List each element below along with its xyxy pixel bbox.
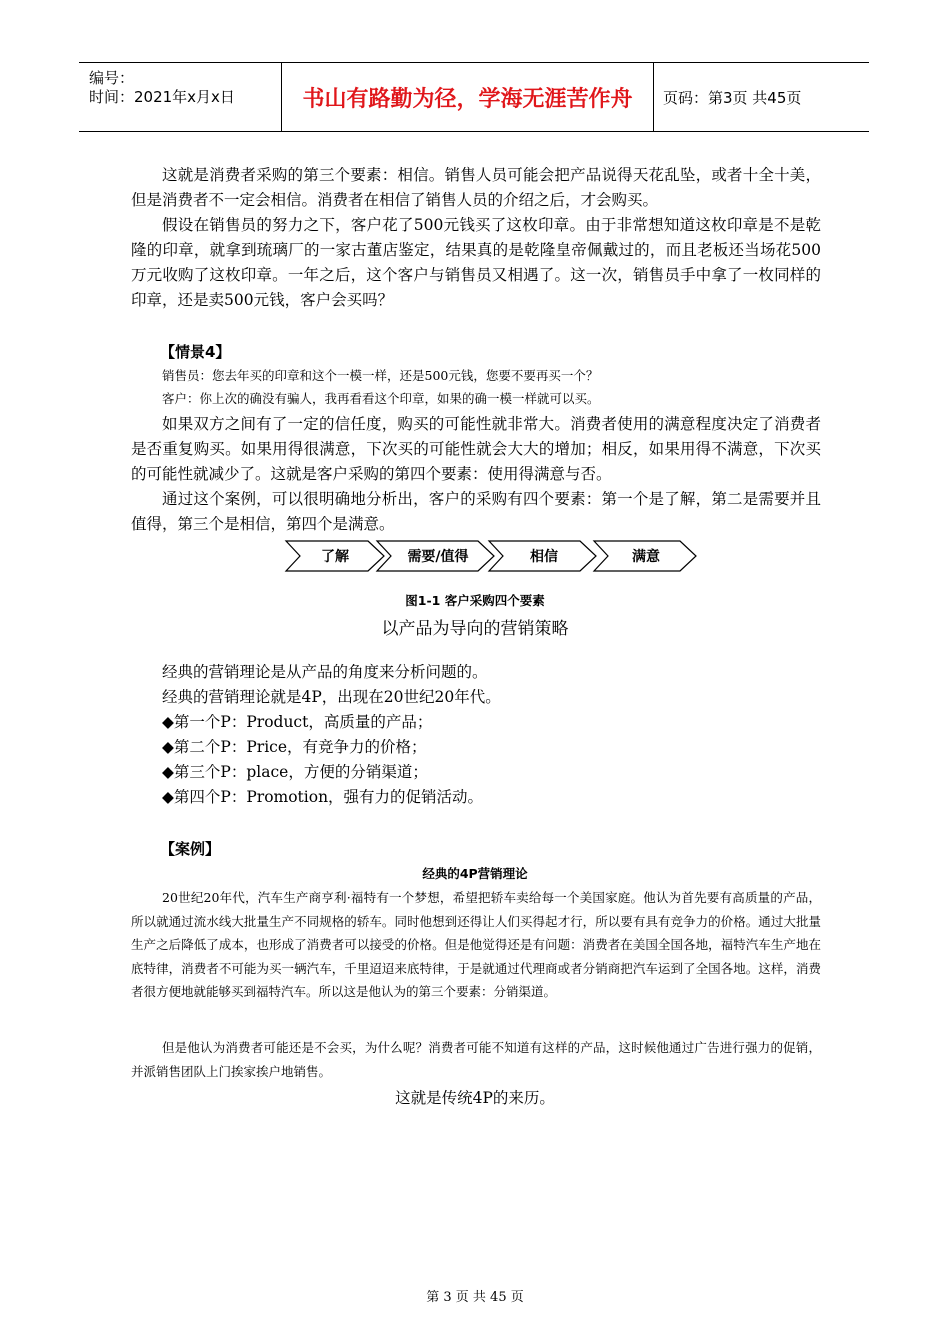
case-paragraph-1: 20世纪20年代，汽车生产商亨利·福特有一个梦想，希望把轿车卖给每一个美国家庭。他认为首先要有高质量的产品，所以就通过流水线大批量生产不同规格的轿车。同时他想到还得让人们买得起才行，所以要有具有竞争力的价格。通过大批量生产之后降低了成本，也形成了消费者可以接受的价格。但是他觉得还是有问题：消费者在美国全国各地，福特汽车生产地在底特律，消费者不可能为买一辆汽车，千里迢迢来底特律，于是就通过代理商或者分销商把汽车运到了全国各地。这样，消费者很方便地就能够买到福特汽车。所以这是他认为的第三个要素：分销渠道。 (131, 890, 821, 999)
intro-line-1: 经典的营销理论是从产品的角度来分析问题的。 (162, 663, 488, 681)
diagram-step-2: 需要/值得 (407, 549, 469, 565)
page-footer: 第 3 页 共 45 页 (426, 1290, 524, 1305)
intro-line-2: 经典的营销理论就是4P，出现在20世纪20年代。 (162, 688, 501, 706)
diagram-step-3: 相信 (530, 549, 558, 565)
diagram-step-4: 满意 (632, 549, 660, 565)
doc-number-label: 编号： (89, 69, 135, 87)
diagram-step-1: 了解 (321, 549, 349, 565)
paragraph-3: 如果双方之间有了一定的信任度，购买的可能性就非常大。消费者使用的满意程度决定了消费者是否重复购买。如果用得很满意，下次买的可能性就会大大的增加；相反，如果用得不满意，下次买的可能性就减少了。这就是客户采购的第四个要素：使用得满意与否。 (131, 415, 821, 483)
case-heading: 【案例】 (160, 840, 221, 858)
marketing-4p-list (162, 660, 501, 810)
list-item: ◆第三个P：place，方便的分销渠道； (162, 763, 428, 781)
list-item: ◆第二个P：Price，有竞争力的价格； (162, 738, 427, 756)
doc-date-label: 时间：2021年x月x日 (89, 88, 235, 106)
list-item: ◆第一个P：Product，高质量的产品； (162, 713, 433, 731)
section-title: 以产品为导向的营销策略 (381, 619, 569, 639)
motto-text: 书山有路勤为径，学海无涯苦作舟 (302, 86, 633, 112)
closing-line: 这就是传统4P的来历。 (395, 1089, 555, 1107)
header-meta (79, 63, 281, 131)
paragraph-1: 这就是消费者采购的第三个要素：相信。销售人员可能会把产品说得天花乱坠，或者十全十美，但是消费者不一定会相信。消费者在相信了销售人员的介绍之后，才会购买。 (131, 166, 821, 209)
dialog-customer: 客户：你上次的确没有骗人，我再看看这个印章，如果的确一模一样就可以买。 (162, 391, 600, 406)
paragraph-4: 通过这个案例，可以很明确地分析出，客户的采购有四个要素：第一个是了解，第二是需要并且值得，第三个是相信，第四个是满意。 (131, 490, 821, 533)
figure-caption: 图1-1 客户采购四个要素 (405, 593, 545, 608)
case-paragraph-2: 但是他认为消费者可能还是不会买，为什么呢？消费者可能不知道有这样的产品，这时候他通过广告进行强力的促销，并派销售团队上门挨家挨户地销售。 (131, 1040, 821, 1079)
list-item: ◆第四个P：Promotion，强有力的促销活动。 (162, 788, 484, 806)
case-title: 经典的4P营销理论 (422, 866, 528, 881)
scene-heading: 【情景4】 (160, 343, 231, 361)
dialog-salesperson: 销售员：您去年买的印章和这个一模一样，还是500元钱，您要不要再买一个？ (162, 368, 599, 383)
purchase-elements-diagram (280, 538, 700, 574)
page-header (79, 62, 869, 132)
header-page-info: 页码：第3页 共45页 (663, 88, 802, 107)
header-motto (281, 63, 654, 131)
paragraph-2: 假设在销售员的努力之下，客户花了500元钱买了这枚印章。由于非常想知道这枚印章是不是乾隆的印章，就拿到琉璃厂的一家古董店鉴定，结果真的是乾隆皇帝佩戴过的，而且老板还当场花500万元收购了这枚印章。一年之后，这个客户与销售员又相遇了。这一次，销售员手中拿了一枚同样的印章，还是卖500元钱，客户会买吗？ (131, 216, 821, 309)
